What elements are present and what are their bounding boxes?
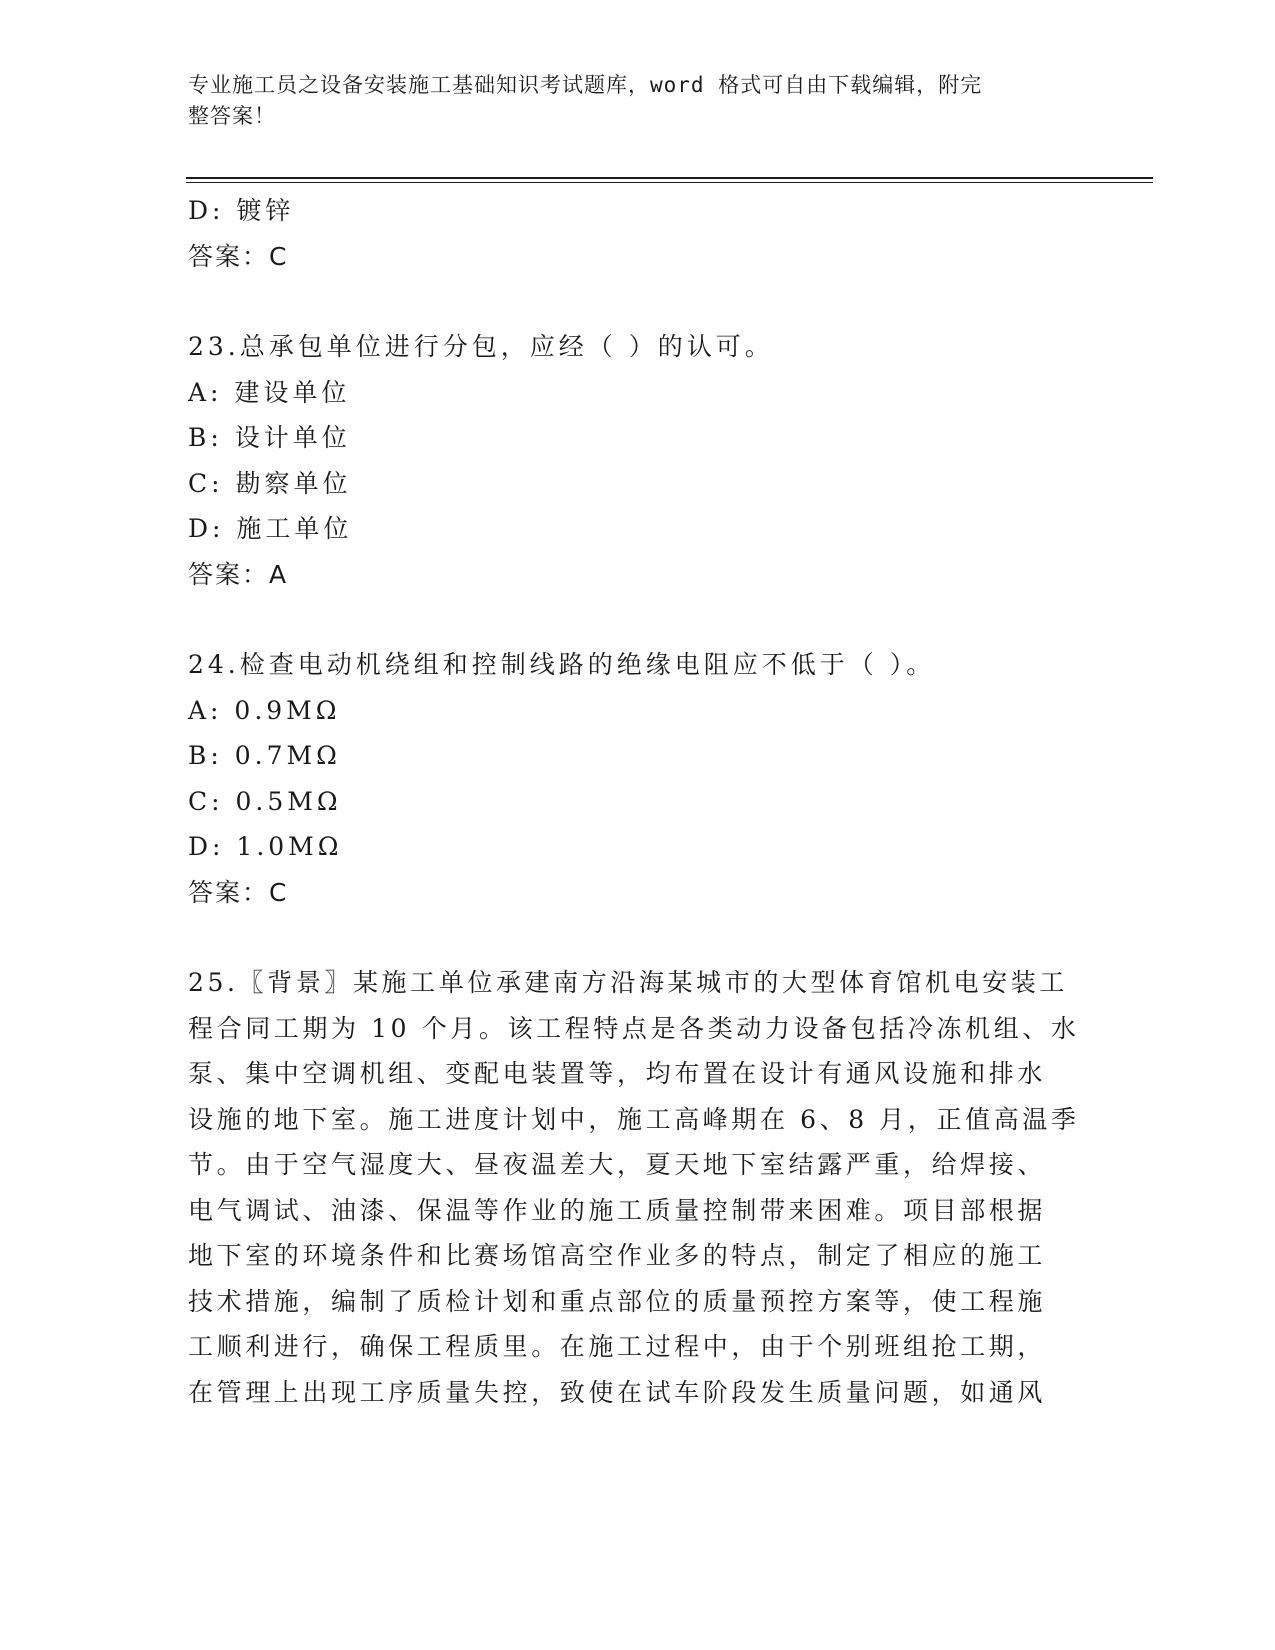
option-b: B: 设计单位 (188, 423, 351, 452)
answer-line: 答案：C (188, 877, 289, 907)
question-23 (188, 324, 1068, 597)
paragraph-line: 25.〖背景〗某施工单位承建南方沿海某城市的大型体育馆机电安装工 (188, 968, 1068, 997)
question-25 (188, 960, 1080, 1415)
question-24 (188, 642, 1068, 915)
question-22-tail (188, 188, 1068, 279)
paragraph-line: 设施的地下室。施工进度计划中，施工高峰期在 6、8 月，正值高温季 (188, 1104, 1080, 1134)
option-d: D: 施工单位 (188, 514, 353, 543)
header-title-line-2: 整答案！ (188, 104, 276, 128)
paragraph-line: 电气调试、油漆、保温等作业的施工质量控制带来困难。项目部根据 (188, 1195, 1047, 1225)
paragraph-line: 泵、集中空调机组、变配电装置等，均布置在设计有通风设施和排水 (188, 1059, 1047, 1088)
paragraph-line: 在管理上出现工序质量失控，致使在试车阶段发生质量问题，如通风 (188, 1377, 1047, 1407)
document-header (188, 70, 1068, 132)
header-divider-thick (186, 177, 1153, 179)
option-a: A: 0.9MΩ (188, 695, 341, 725)
question-text: 24.检查电动机绕组和控制线路的绝缘电阻应不低于（ ）。 (188, 650, 936, 679)
option-d: D: 镀锌 (188, 196, 295, 225)
paragraph-line: 工顺利进行，确保工程质里。在施工过程中，由于个别班组抢工期， (188, 1332, 1047, 1361)
document-body (188, 188, 1080, 1415)
option-c: C: 0.5MΩ (188, 786, 342, 816)
option-a: A: 建设单位 (188, 377, 351, 407)
answer-line: 答案：A (188, 559, 289, 589)
answer-line: 答案：C (188, 241, 289, 271)
paragraph-line: 地下室的环境条件和比赛场馆高空作业多的特点，制定了相应的施工 (188, 1241, 1047, 1270)
option-c: C: 勘察单位 (188, 468, 352, 498)
option-b: B: 0.7MΩ (188, 741, 341, 770)
paragraph-line: 节。由于空气湿度大、昼夜温差大，夏天地下室结露严重，给焊接、 (188, 1150, 1047, 1179)
header-title-line-1: 专业施工员之设备安装施工基础知识考试题库，word 格式可自由下载编辑，附完 (188, 73, 983, 97)
header-divider-thin (186, 182, 1153, 183)
paragraph-line: 程合同工期为 10 个月。该工程特点是各类动力设备包括冷冻机组、水 (188, 1013, 1080, 1043)
question-text: 23.总承包单位进行分包，应经（ ）的认可。 (188, 332, 774, 361)
option-d: D: 1.0MΩ (188, 832, 343, 861)
paragraph-line: 技术措施，编制了质检计划和重点部位的质量预控方案等，使工程施 (188, 1286, 1047, 1316)
